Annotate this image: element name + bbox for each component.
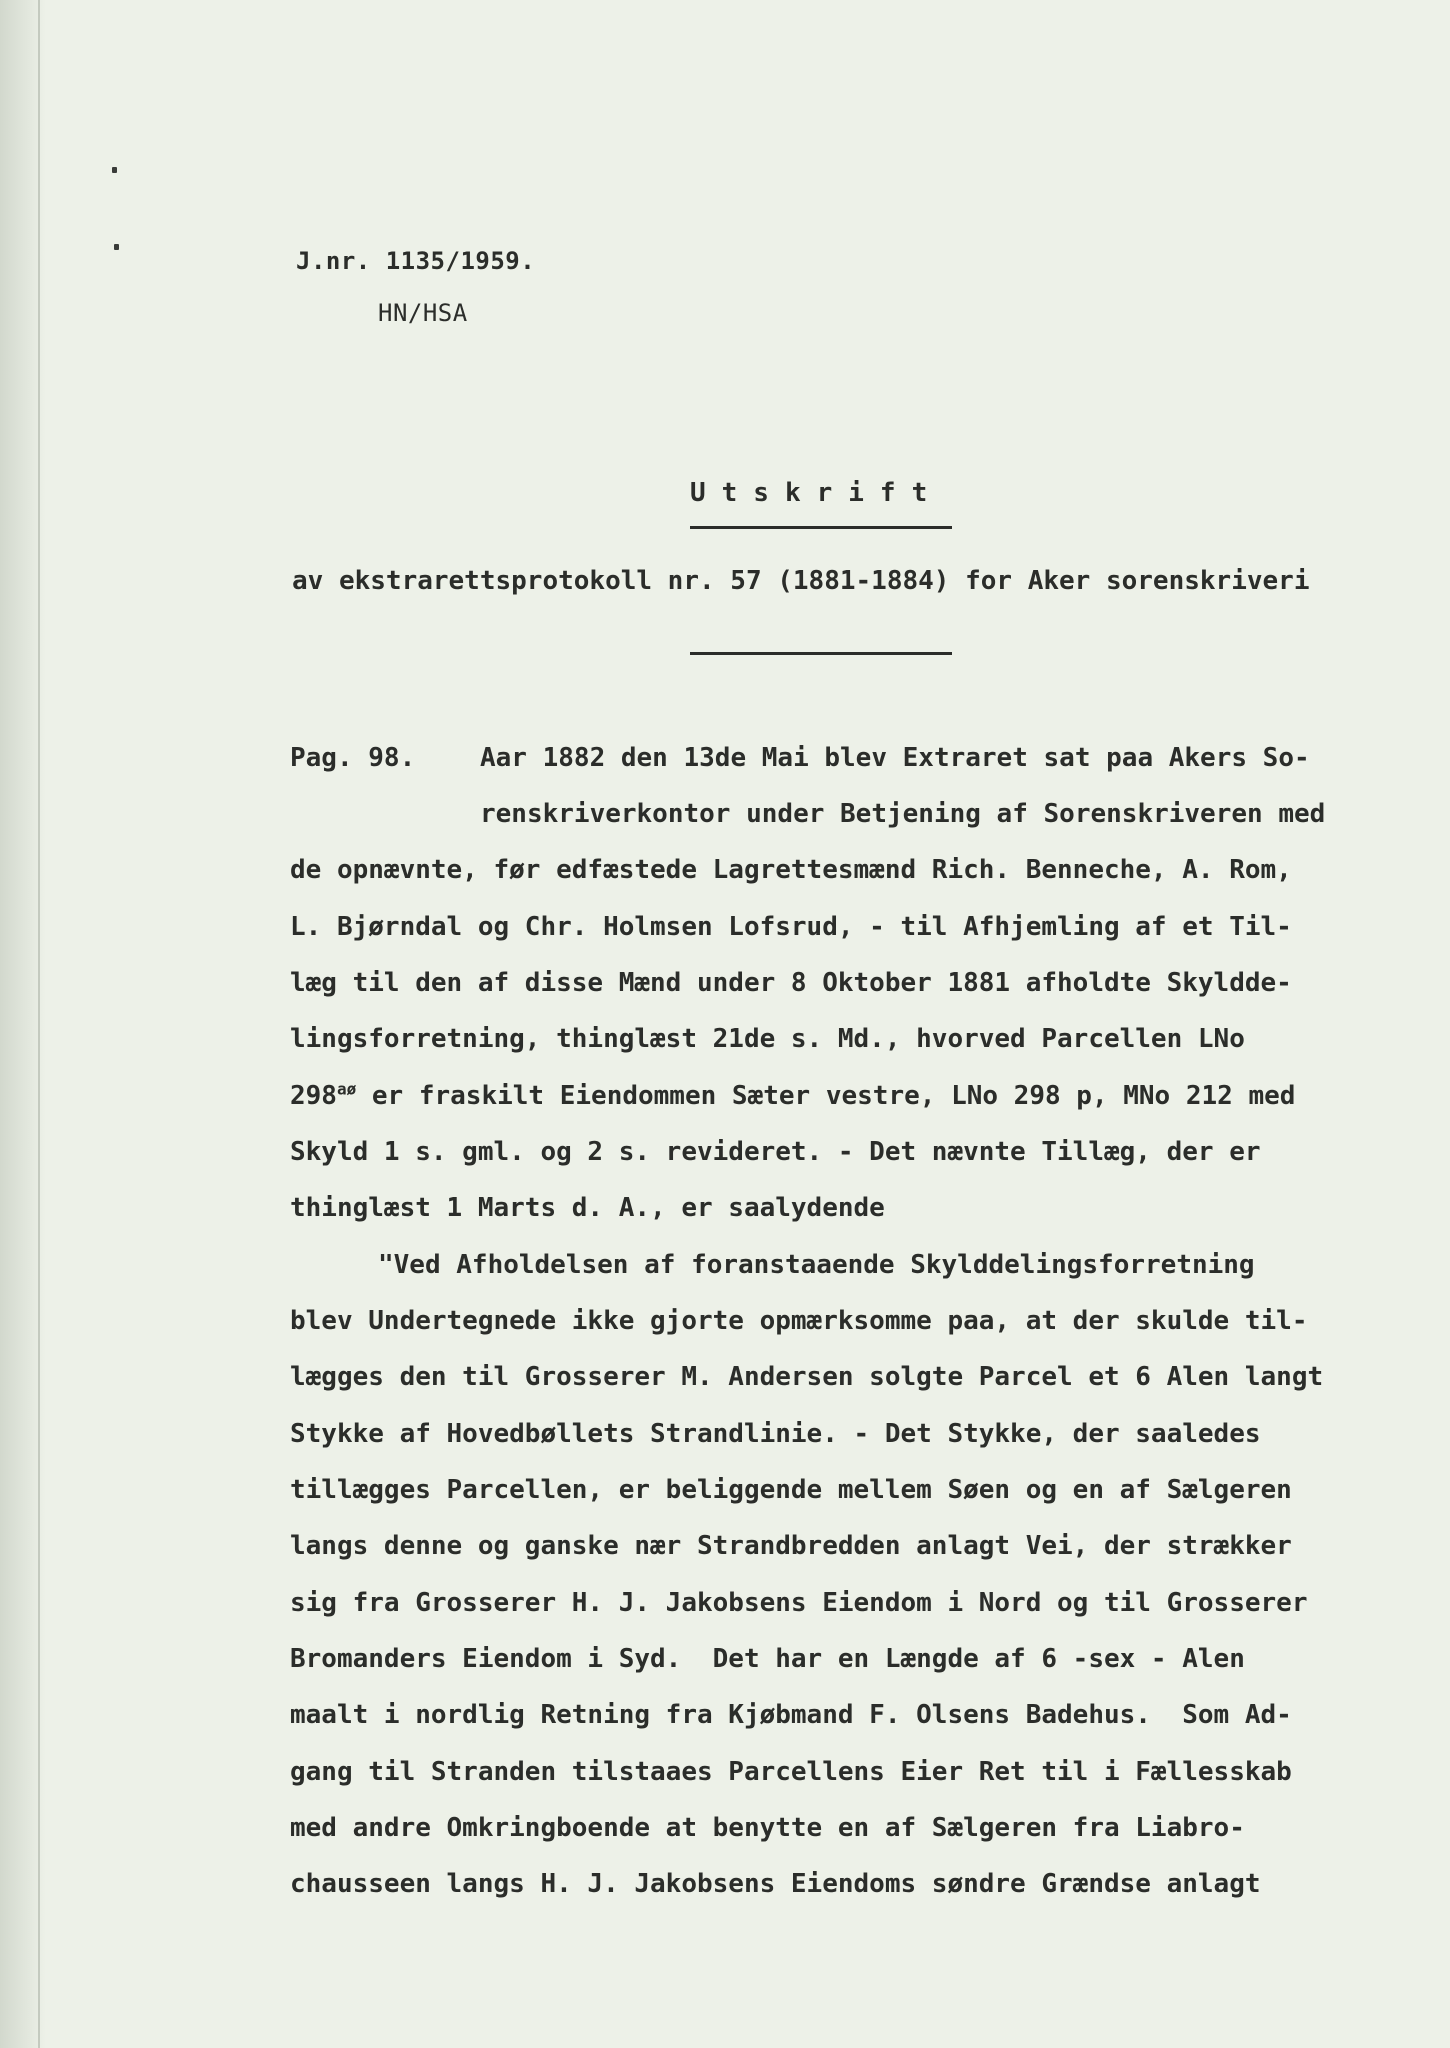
text-line: "Ved Afholdelsen af foranstaaende Skylddelingsforretning [378, 1250, 1255, 1280]
parcel-superscript: aø [336, 1079, 357, 1099]
text-segment: er fraskilt Eiendommen Sæter vestre, LNo 298 p, MNo 212 med [371, 1081, 1296, 1111]
text-line: renskriverkontor under Betjening af Sorenskriveren med [480, 799, 1326, 829]
punch-mark [114, 244, 119, 250]
text-line: chausseen langs H. J. Jakobsens Eiendoms søndre Grændse anlagt [290, 1869, 1261, 1899]
text-line: sig fra Grosserer H. J. Jakobsens Eiendom i Nord og til Grosserer [290, 1588, 1308, 1618]
text-line: med andre Omkringboende at benytte en af Sælgeren fra Liabro- [290, 1813, 1245, 1843]
text-line: Stykke af Hovedbøllets Strandlinie. - Det Stykke, der saaledes [290, 1419, 1261, 1449]
text-line: langs denne og ganske nær Strandbredden anlagt Vei, der strækker [290, 1531, 1292, 1561]
text-line: Bromanders Eiendom i Syd. Det har en Længde af 6 -sex - Alen [290, 1644, 1245, 1674]
initials: HN/HSA [378, 299, 468, 327]
document-title: Utskrift [690, 478, 944, 508]
page-reference: Pag. 98. [290, 743, 416, 773]
subtitle-rule [690, 652, 952, 655]
text-line: L. Bjørndal og Chr. Holmsen Lofsrud, - til Afhjemling af et Til- [290, 912, 1292, 942]
text-line: lægges den til Grosserer M. Andersen solgte Parcel et 6 Alen langt [290, 1362, 1324, 1392]
text-line: thinglæst 1 Marts d. A., er saalydende [290, 1193, 885, 1223]
text-line: læg til den af disse Mænd under 8 Oktober 1881 afholdte Skyldde- [290, 968, 1292, 998]
journal-number: J.nr. 1135/1959. [296, 247, 536, 275]
page-edge-line [38, 0, 40, 2048]
text-line: maalt i nordlig Retning fra Kjøbmand F. Olsens Badehus. Som Ad- [290, 1700, 1292, 1730]
text-line: tillægges Parcellen, er beliggende mellem Søen og en af Sælgeren [290, 1475, 1292, 1505]
text-line: gang til Stranden tilstaaes Parcellens Eier Ret til i Fællesskab [290, 1757, 1292, 1787]
parcel-number: 298 [290, 1081, 337, 1111]
text-line: lingsforretning, thinglæst 21de s. Md., hvorved Parcellen LNo [290, 1024, 1245, 1054]
text-line: blev Undertegnede ikke gjorte opmærksomme paa, at der skulde til- [290, 1306, 1308, 1336]
text-line: Aar 1882 den 13de Mai blev Extraret sat paa Akers So- [480, 743, 1310, 773]
text-line-with-parcel [290, 1081, 1425, 1111]
document-subtitle: av ekstrarettsprotokoll nr. 57 (1881-1884) for Aker sorenskriveri [292, 566, 1310, 596]
text-line: Skyld 1 s. gml. og 2 s. revideret. - Det nævnte Tillæg, der er [290, 1137, 1261, 1167]
text-line: de opnævnte, før edfæstede Lagrettesmænd Rich. Benneche, A. Rom, [290, 855, 1292, 885]
punch-mark [112, 167, 117, 173]
title-underline [690, 526, 952, 529]
